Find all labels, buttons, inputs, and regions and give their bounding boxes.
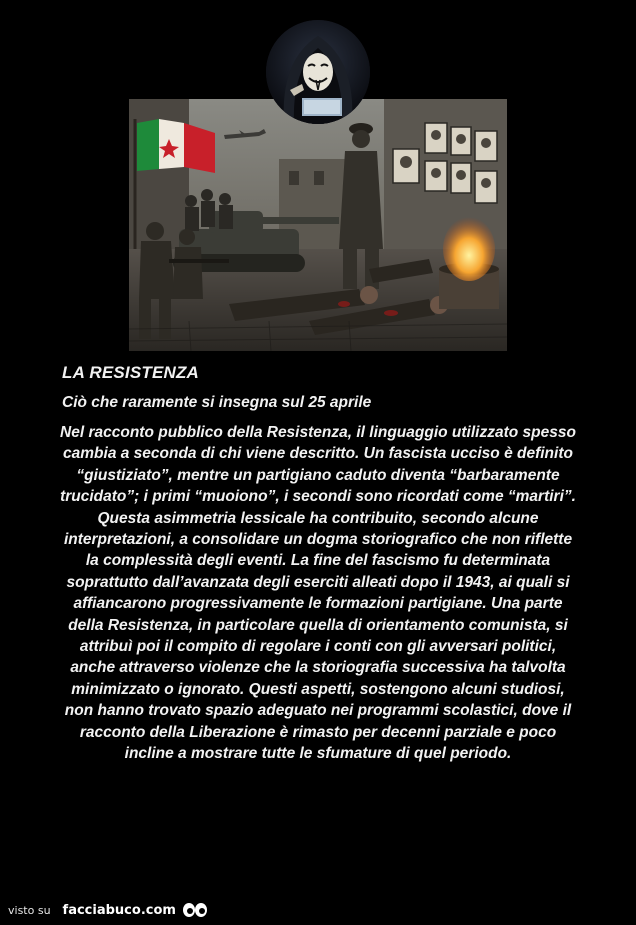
post-subtitle: Ciò che raramente si insegna sul 25 aprile bbox=[62, 394, 372, 411]
site-footer bbox=[8, 901, 208, 919]
fire-icon bbox=[443, 217, 495, 281]
brand-name: facciabuco.com bbox=[62, 903, 176, 918]
eyes-icon bbox=[182, 902, 208, 918]
author-avatar[interactable] bbox=[266, 20, 370, 124]
post-title: LA RESISTENZA bbox=[62, 363, 200, 382]
hooded-figure-icon bbox=[266, 20, 370, 124]
post-body: Nel racconto pubblico della Resistenza, il linguaggio utilizzato spesso cambia a seconda di chi viene descritto. Un fascista ucciso è definito “giustiziato”, mentre un partigiano caduto diventa “barbaramente trucidato”; i primi “muoiono”, i secondi sono ricordati come “martiri”. Questa asimmetria lessicale ha contribuito, secondo alcune interpretazioni, a consolidare un dogma storiografico che non riflette la complessità degli eventi. La fine del fascismo fu determinata soprattutto dall’avanzata degli eserciti alleati dopo il 1943, ai quali si affiancarono progressivamente le formazioni partigiane. Una parte della Resistenza, in particolare quella di orientamento comunista, si attribuì poi il compito di regolare i conti con gli avversari politici, anche attraverso violenze che la storiografia successiva ha talvolta minimizzato o ignorato. Questi aspetti, sostengono alcuni studiosi, non hanno trovato spazio adeguato nei programmi scolastici, dove il racconto della Liberazione è rimasto per decenni parziale e poco incline a mostrare tutte le sfumature di quel periodo. bbox=[60, 424, 576, 763]
visto-su-label: visto su bbox=[8, 903, 51, 917]
facciabuco-logo[interactable] bbox=[63, 901, 209, 919]
resistance-illustration bbox=[129, 99, 507, 351]
